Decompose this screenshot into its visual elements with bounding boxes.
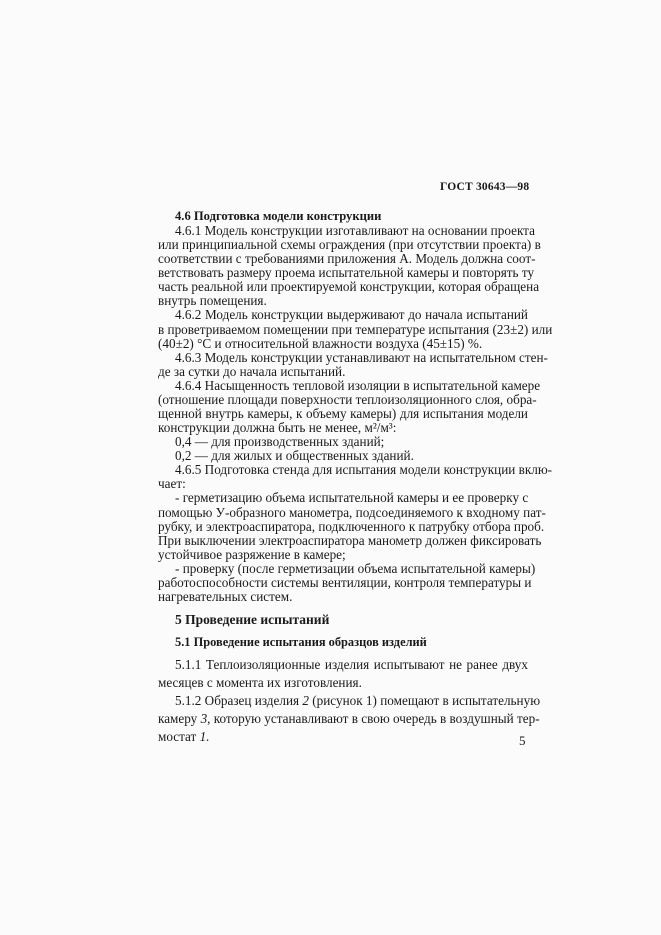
text-span: камеру	[158, 711, 201, 726]
page-number: 5	[519, 733, 526, 748]
text-span: , которую устанавливают в свою очередь в воздушный тер-	[207, 711, 540, 726]
text-line: внутрь помещения.	[158, 293, 267, 308]
figure-ref-2: 2	[302, 693, 309, 708]
text-line: конструкции должна быть не менее, м²/м³:	[158, 420, 397, 435]
figure-ref-3: 3	[200, 711, 208, 726]
text-line: устойчивое разряжение в камере;	[158, 547, 346, 562]
text-line: рубку, и электроаспиратора, подключенного к патрубку отбора проб.	[158, 519, 545, 534]
section-heading-5: 5 Проведение испытаний	[175, 612, 330, 627]
text-line: 4.6.1 Модель конструкции изготавливают на основании проекта	[175, 223, 535, 238]
text-line: При выключении электроаспиратора манометр должен фиксировать	[158, 533, 542, 548]
text-line: чает:	[158, 476, 186, 491]
list-item: - герметизацию объема испытательной камеры и ее проверку с	[175, 490, 529, 505]
text-line: работоспособности системы вентиляции, контроля температуры и	[158, 575, 532, 590]
text-line: 4.6.4 Насыщенность тепловой изоляции в испытательной камере	[175, 378, 541, 393]
document-code: ГОСТ 30643—98	[440, 181, 530, 193]
section-heading-4-6: 4.6 Подготовка модели конструкции	[175, 209, 382, 223]
text-line: месяцев с момента их изготовления.	[158, 675, 362, 690]
subsection-heading-5-1: 5.1 Проведение испытания образцов изделий	[175, 635, 427, 649]
text-span: 5.1.2 Образец изделия	[175, 693, 303, 708]
figure-ref-1: 1.	[199, 729, 210, 744]
text-line: 4.6.2 Модель конструкции выдерживают до начала испытаний	[175, 307, 528, 322]
text-line: (40±2) °С и относительной влажности воздуха (45±15) %.	[158, 336, 483, 351]
text-span: (рисунок 1) помещают в испытательную	[308, 693, 541, 708]
text-line: помощью У-образного манометра, подсоединяемого к входному пат-	[158, 505, 546, 520]
list-item: 0,4 — для производственных зданий;	[175, 434, 385, 449]
text-line: нагревательных систем.	[158, 589, 293, 604]
text-line: в проветриваемом помещении при температуре испытания (23±2) или	[158, 322, 553, 337]
text-line: 4.6.3 Модель конструкции устанавливают на испытательном стен-	[175, 350, 548, 365]
text-line: щенной внутрь камеры, к объему камеры) для испытания модели	[158, 406, 528, 421]
text-line: или принципиальной схемы ограждения (при отсутствии проекта) в	[158, 237, 541, 252]
text-line: соответствии с требованиями приложения А. Модель должна соот-	[158, 251, 536, 266]
list-item: - проверку (после герметизации объема испытательной камеры)	[175, 561, 536, 576]
text-span: мостат	[158, 729, 200, 744]
text-line: ветствовать размеру проема испытательной камеры и повторять ту	[158, 265, 535, 280]
text-line: 4.6.5 Подготовка стенда для испытания модели конструкции вклю-	[175, 462, 553, 477]
text-line: де за сутки до начала испытаний.	[158, 364, 346, 379]
text-line: (отношение площади поверхности теплоизоляционного слоя, обра-	[158, 392, 537, 407]
text-line: часть реальной или проектируемой конструкции, которая обращена	[158, 279, 540, 294]
list-item: 0,2 — для жилых и общественных зданий.	[175, 448, 414, 463]
text-line: 5.1.1 Теплоизоляционные изделия испытывают не ранее двух	[175, 657, 528, 672]
